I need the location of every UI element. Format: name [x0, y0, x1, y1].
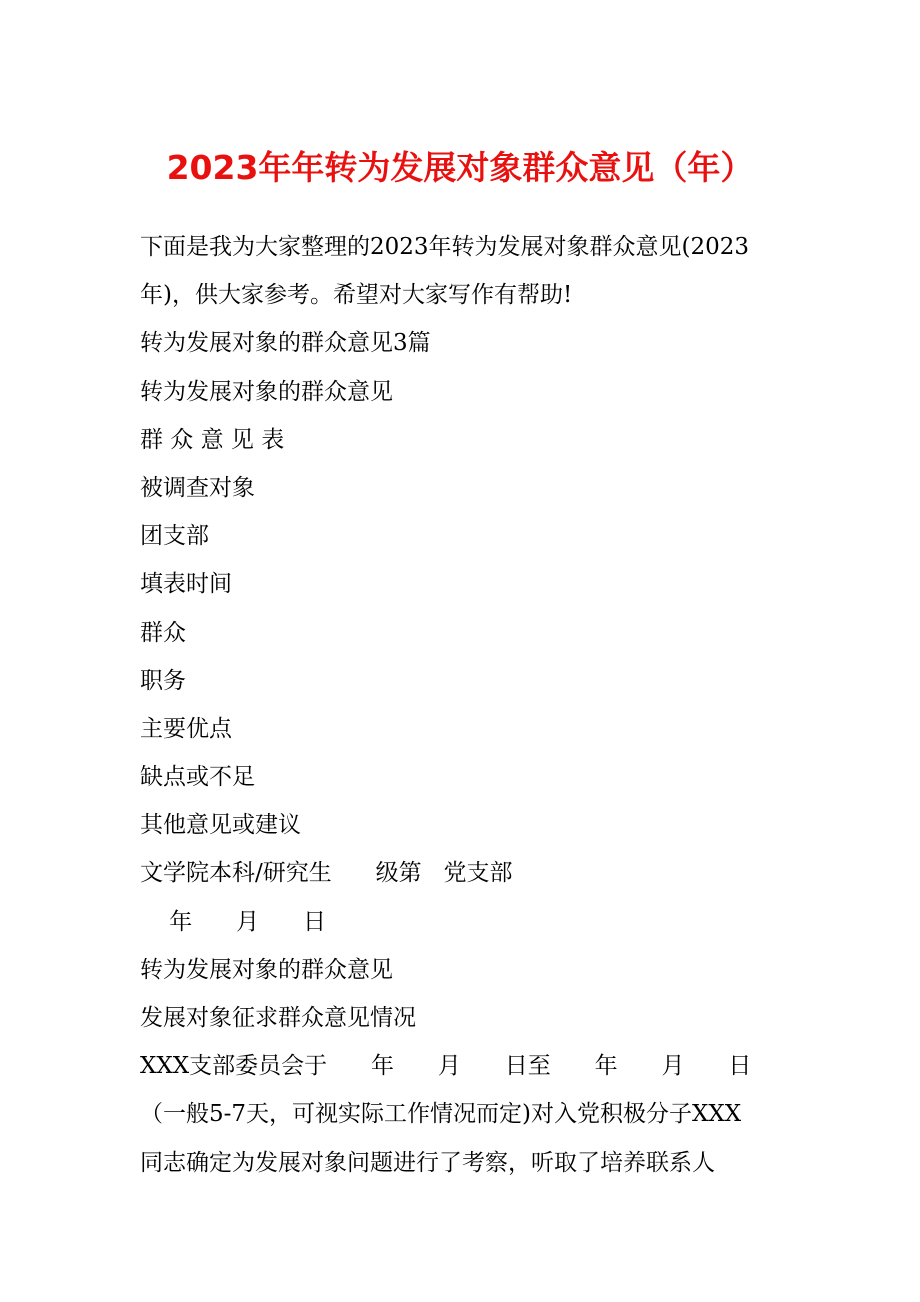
paragraph-line: 下面是我为大家整理的2023年转为发展对象群众意见(2023	[140, 234, 750, 260]
form-heading: 群 众 意 见 表	[140, 426, 285, 453]
document-body	[140, 223, 782, 1187]
form-field-label: 其他意见或建议	[140, 812, 301, 839]
form-field-label: 主要优点	[140, 715, 232, 742]
form-field-label: 填表时间	[140, 571, 232, 598]
paragraph-line: 转为发展对象的群众意见	[140, 378, 393, 405]
paragraph-line: 转为发展对象的群众意见	[140, 956, 393, 983]
form-field-label: 被调查对象	[140, 474, 255, 501]
form-footer-date: 年 月 日	[140, 908, 326, 935]
form-field-label: 团支部	[140, 523, 209, 550]
document-title: 2023年年转为发展对象群众意见（年）	[166, 148, 754, 187]
paragraph-line: 发展对象征求群众意见情况	[140, 1005, 416, 1031]
paragraph-line: 同志确定为发展对象问题进行了考察，听取了培养联系人	[140, 1149, 715, 1176]
paragraph-line: 转为发展对象的群众意见3篇	[140, 330, 431, 357]
form-field-label: 缺点或不足	[140, 764, 255, 791]
paragraph-line: （一般5-7天，可视实际工作情况而定)对入党积极分子XXX	[140, 1101, 742, 1128]
paragraph-line: XXX支部委员会于 年 月 日至 年 月 日	[140, 1053, 752, 1080]
paragraph-line: 年)，供大家参考。希望对大家写作有帮助!	[140, 282, 573, 309]
form-field-label: 职务	[140, 667, 186, 694]
form-footer-branch: 文学院本科/研究生 级第 党支部	[140, 860, 513, 887]
form-field-label: 群众	[140, 619, 186, 646]
